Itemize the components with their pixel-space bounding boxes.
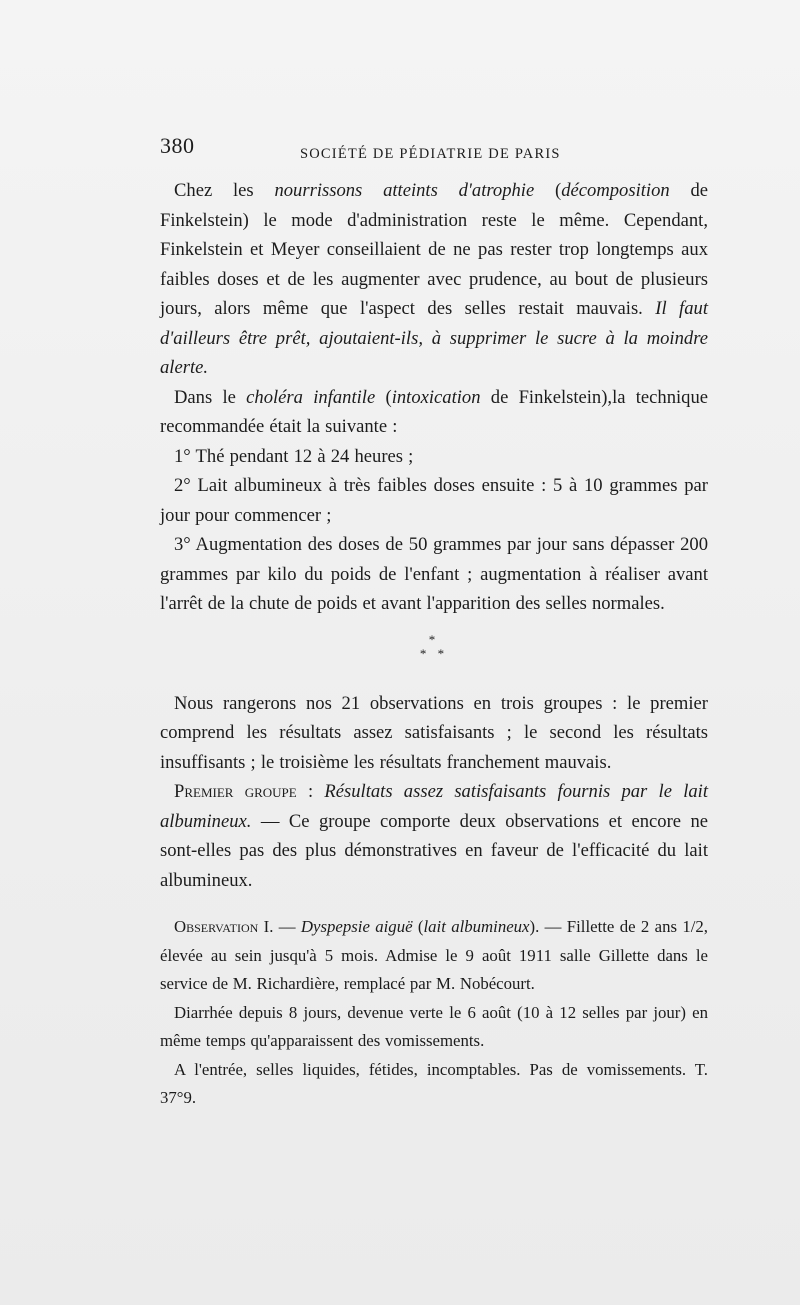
observation-intro xyxy=(160,913,708,999)
text-run: ( xyxy=(412,917,424,936)
italic-run: lait albumineux xyxy=(423,917,530,936)
text-run: — Ce groupe comporte deux observations et encore ne sont-elles pas des plus démonstratives en faveur de l'efficacité du lait albumineux. xyxy=(160,810,708,891)
paragraph-premier-groupe xyxy=(160,777,708,895)
spacer xyxy=(160,895,708,913)
list-item-1: 1° Thé pendant 12 à 24 heures ; xyxy=(174,445,414,467)
text-run: : xyxy=(296,781,325,802)
page-header xyxy=(160,133,720,167)
text-run: — Fillette de 2 ans 1/2, élevée au sein jusqu'à 5 mois. Admise le 9 août 1911 salle Gillette dans le service de M. Richardière, remplacé par M. Nobécourt. xyxy=(160,917,708,993)
list-item-3: 3° Augmentation des doses de 50 grammes par jour sans dépasser 200 grammes par kilo du poids de l'enfant ; augmentation à réaliser avant l'arrêt de la chute de poids et avant l'apparition des selles normales. xyxy=(160,534,708,614)
observation-diarrhee: Diarrhée depuis 8 jours, devenue verte le 6 août (10 à 12 selles par jour) en même temps qu'apparaissent des vomissements. xyxy=(160,1002,708,1050)
text-run: — xyxy=(273,917,301,936)
section-title: Résultats assez satisfaisants fournis par le lait albumineux. xyxy=(160,781,709,832)
paragraph-groups: Nous rangerons nos 21 observations en trois groupes : le premier comprend les résultats assez satisfaisants ; le second les résultats insuffisants ; le troisième les résultats franchement mauvais. xyxy=(160,692,708,773)
asterism-top: * xyxy=(428,631,440,647)
italic-run: choléra infantile xyxy=(246,386,376,408)
paragraph-atrophie xyxy=(160,176,708,383)
text-run: de Finkelstein) le mode d'administration reste le même. Cependant, Finkelstein et Meyer conseillaient de ne pas rester trop longtemps aux faibles doses et de les augmenter avec prudence, au bout de plusieurs jours, alors même que l'aspect des selles restait mauvais. xyxy=(160,180,709,319)
text-run: Dans le xyxy=(174,386,247,408)
italic-run: intoxication xyxy=(391,386,481,408)
text-run: ). xyxy=(529,917,540,936)
italic-run: Il faut d'ailleurs être prêt, ajoutaient-ils, à supprimer le sucre à la moindre alerte. xyxy=(160,298,708,378)
section-label: Premier groupe xyxy=(174,781,297,802)
observation-entree: A l'entrée, selles liquides, fétides, incomptables. Pas de vomissements. T. 37°9. xyxy=(160,1059,708,1107)
observation-label: Observation I. xyxy=(174,917,274,936)
running-title: SOCIÉTÉ DE PÉDIATRIE DE PARIS xyxy=(300,146,561,162)
list-item-2: 2° Lait albumineux à très faibles doses ensuite : 5 à 10 grammes par jour pour commencer ; xyxy=(160,475,708,526)
asterism-bottom: * * xyxy=(419,645,449,661)
observation-block xyxy=(160,913,708,1113)
paragraph-cholera xyxy=(160,383,708,442)
page-body xyxy=(160,176,708,1113)
page-number: 380 xyxy=(160,133,195,158)
text-run: ( xyxy=(534,180,562,201)
italic-run: décomposition xyxy=(561,180,670,201)
text-run: Chez les xyxy=(174,180,275,201)
text-run: de Finkelstein),la technique recommandée était la suivante : xyxy=(160,386,709,437)
observation-title: Dyspepsie aiguë xyxy=(300,917,413,936)
italic-run: nourrissons atteints d'atrophie xyxy=(274,180,535,201)
text-run: ( xyxy=(375,386,392,408)
asterism-separator xyxy=(160,633,708,677)
